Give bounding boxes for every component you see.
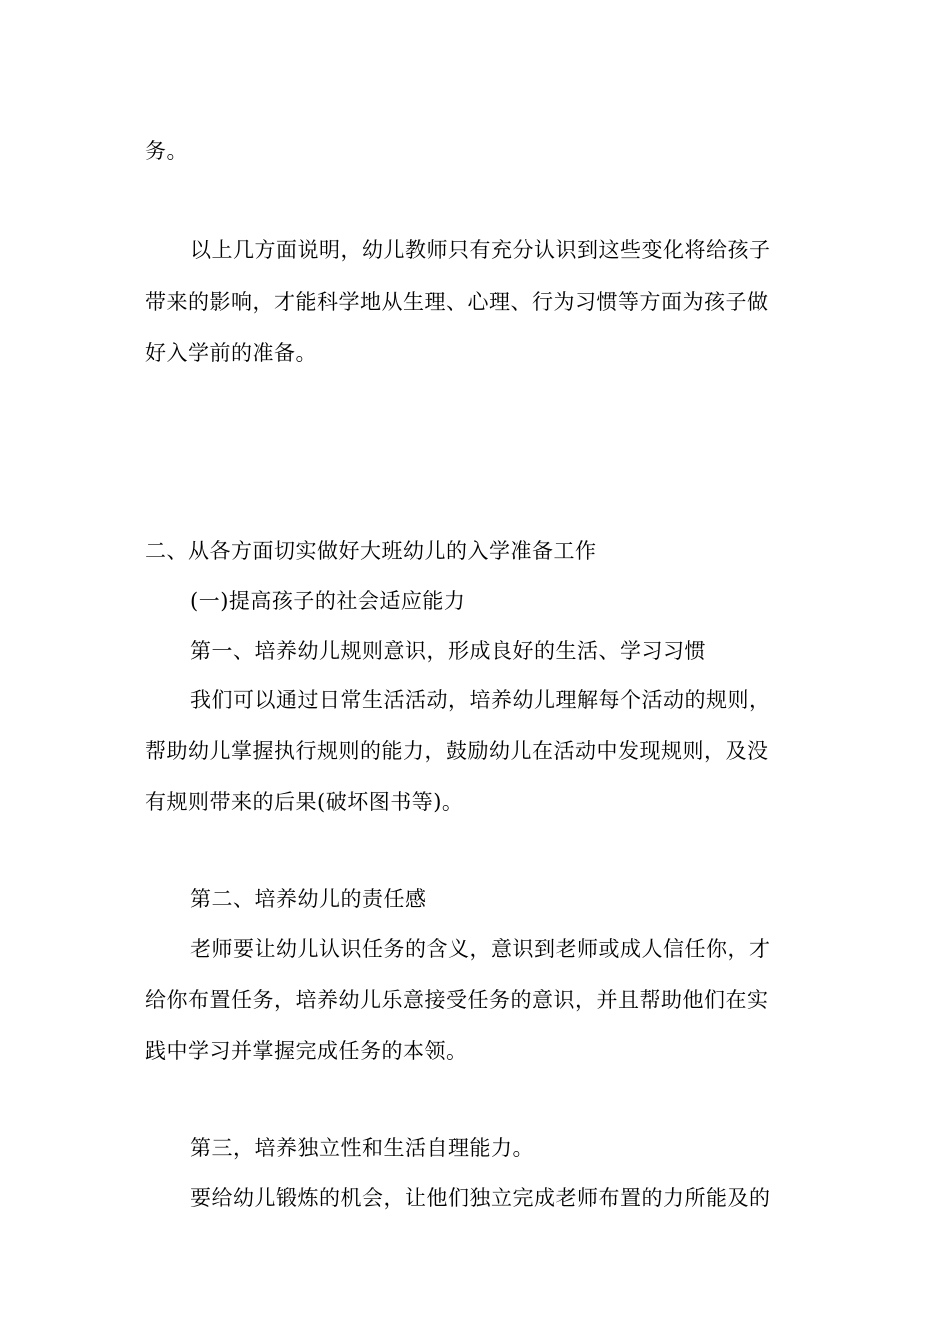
paragraph-3-line-1: 老师要让幼儿认识任务的含义，意识到老师或成人信任你，才 [190, 937, 771, 961]
paragraph-4-line-1: 要给幼儿锻炼的机会，让他们独立完成老师布置的力所能及的 [190, 1186, 771, 1210]
paragraph-2-line-3: 有规则带来的后果(破坏图书等)。 [145, 790, 464, 814]
subsection-heading: (一)提高孩子的社会适应能力 [190, 589, 466, 613]
point-heading-2: 第二、培养幼儿的责任感 [190, 887, 427, 911]
point-heading-3: 第三，培养独立性和生活自理能力。 [190, 1136, 534, 1160]
paragraph-2-line-1: 我们可以通过日常生活活动，培养幼儿理解每个活动的规则， [190, 688, 771, 712]
paragraph-2-line-2: 帮助幼儿掌握执行规则的能力，鼓励幼儿在活动中发现规则，及没 [145, 739, 769, 763]
point-heading-1: 第一、培养幼儿规则意识，形成良好的生活、学习习惯 [190, 639, 706, 663]
section-heading: 二、从各方面切实做好大班幼儿的入学准备工作 [145, 539, 597, 563]
paragraph-1-line-3: 好入学前的准备。 [145, 341, 317, 365]
paragraph-3-line-2: 给你布置任务，培养幼儿乐意接受任务的意识，并且帮助他们在实 [145, 988, 769, 1012]
text-line-continuation: 务。 [145, 139, 188, 163]
paragraph-1-line-2: 带来的影响，才能科学地从生理、心理、行为习惯等方面为孩子做 [145, 290, 769, 314]
paragraph-3-line-3: 践中学习并掌握完成任务的本领。 [145, 1039, 468, 1063]
paragraph-1-line-1: 以上几方面说明，幼儿教师只有充分认识到这些变化将给孩子 [190, 238, 771, 262]
